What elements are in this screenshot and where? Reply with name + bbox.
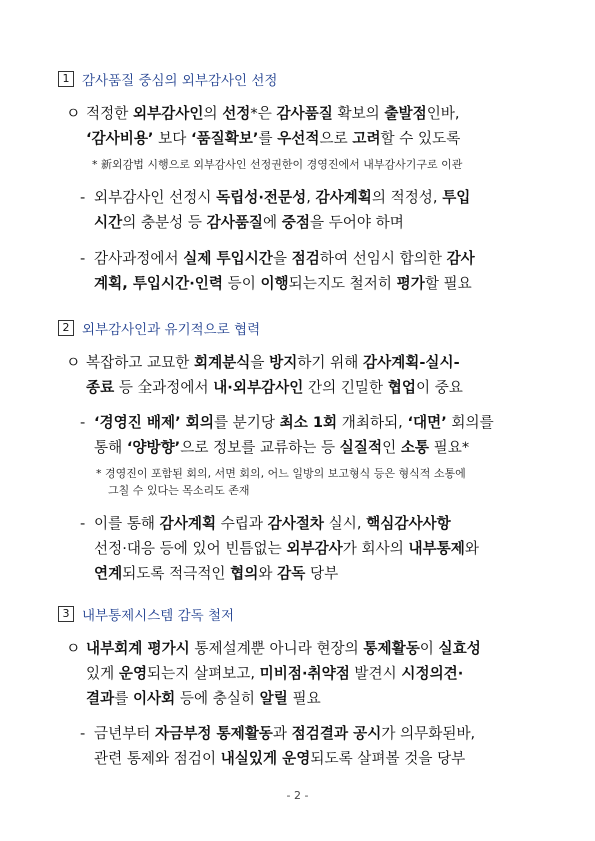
text-run-bold: 평가 — [396, 275, 425, 292]
text-run: 당부 — [305, 565, 339, 582]
text-run-bold: 외부감사인 — [132, 105, 204, 122]
dash-bullet: - — [80, 515, 86, 532]
text-run-bold: ‘감사비용’ — [86, 130, 154, 147]
circle-bullet: ㅇ — [66, 639, 81, 657]
page-number: - 2 - — [286, 789, 309, 802]
section-3-dash-1 — [80, 721, 475, 771]
text-run-bold: 내부통제 — [408, 540, 465, 557]
text-run-bold: 감독 — [277, 565, 306, 582]
text-line — [86, 636, 481, 661]
text-run-bold: 외부감사 — [286, 540, 343, 557]
section-1-point — [66, 101, 460, 151]
text-run-bold: 계획, 투입시간·인력 — [94, 275, 223, 292]
text-run: 수립과 — [216, 515, 268, 532]
text-run: 인 — [382, 439, 401, 456]
text-run-bold: 종료 — [86, 379, 115, 396]
text-run: 등 全과정에서 — [114, 379, 214, 396]
text-run-bold: ‘대면’ — [407, 414, 447, 431]
text-run-bold: 이행 — [260, 275, 289, 292]
text-line — [94, 536, 479, 561]
dash-bullet: - — [80, 725, 86, 742]
circle-bullet: ㅇ — [66, 353, 81, 371]
text-run: 실시, — [324, 515, 367, 532]
text-line — [86, 661, 481, 686]
text-line — [94, 185, 470, 210]
text-run-bold: 실효성 — [438, 640, 481, 657]
text-run: 복잡하고 교묘한 — [86, 354, 194, 371]
section-2-point — [66, 350, 463, 400]
section-2-heading — [58, 318, 260, 338]
text-run-bold: 내실있게 운영 — [220, 750, 311, 767]
section-3-heading — [58, 604, 234, 624]
text-run: 할 수 있도록 — [380, 130, 461, 147]
text-run: 있게 — [86, 665, 119, 682]
text-run: 인바, — [426, 105, 460, 122]
text-run: 등에 충실히 — [175, 690, 260, 707]
text-line — [94, 511, 479, 536]
text-run: 필요 — [287, 690, 321, 707]
text-run: 외부감사인 선정시 — [94, 189, 217, 206]
text-run-bold: 중점 — [281, 214, 310, 231]
text-run: 금년부터 — [94, 725, 156, 742]
text-run: 의 충분성 등 — [122, 214, 207, 231]
text-run-bold: 고려 — [352, 130, 381, 147]
text-run: 으로 — [319, 130, 353, 147]
text-run-bold: 미비점·취약점 — [259, 665, 350, 682]
section-3-point — [66, 636, 481, 711]
text-run: 되는지 살펴보고, — [147, 665, 260, 682]
section-number-box: 2 — [58, 320, 74, 336]
text-run: 을 두어야 하며 — [309, 214, 404, 231]
text-run: 관련 통제와 점검이 — [94, 750, 221, 767]
text-run: 와 — [464, 540, 479, 557]
text-run-bold: 회계분식 — [193, 354, 251, 371]
text-run-bold: 점검 — [291, 250, 320, 267]
text-run: 등이 — [222, 275, 261, 292]
text-run-bold: 협의 — [230, 565, 259, 582]
text-run: 과 — [272, 725, 292, 742]
text-line — [86, 126, 460, 151]
dash-bullet: - — [80, 189, 86, 206]
text-line — [94, 271, 475, 296]
dash-bullet: - — [80, 250, 86, 267]
section-1-dash-2 — [80, 246, 475, 296]
text-line — [86, 375, 463, 400]
text-run: 되도록 적극적인 — [122, 565, 231, 582]
text-run-bold: 내·외부감사인 — [213, 379, 304, 396]
text-run: 보다 — [153, 130, 191, 147]
text-run: 간의 긴밀한 — [303, 379, 388, 396]
text-line — [94, 246, 475, 271]
text-run-bold: 실질적 — [339, 439, 383, 456]
text-run: 감사과정에서 — [94, 250, 184, 267]
text-run-bold: ‘품질확보’ — [190, 130, 259, 147]
text-run: 할 필요 — [424, 275, 472, 292]
text-run-bold: 투입 — [442, 189, 471, 206]
text-run: 와 — [258, 565, 278, 582]
text-run: 를 — [114, 690, 133, 707]
section-number-box: 3 — [58, 606, 74, 622]
text-run: 필요* — [429, 439, 470, 456]
section-2-dash-1 — [80, 410, 494, 460]
footnote-continued: 그칠 수 있다는 목소리도 존재 — [108, 484, 250, 497]
section-title: 감사품질 중심의 외부감사인 선정 — [82, 73, 278, 89]
text-line — [86, 101, 460, 126]
text-run: 이 — [419, 640, 439, 657]
text-run: 통제설계뿐 아니라 현장의 — [189, 640, 364, 657]
text-line — [94, 561, 479, 586]
text-run: 으로 정보를 교류하는 등 — [180, 439, 340, 456]
text-run-bold: 점검결과 공시 — [291, 725, 382, 742]
text-run: 의 적정성, — [371, 189, 443, 206]
footnote: * 경영진이 포함된 회의, 서면 회의, 어느 일방의 보고형식 등은 형식적 소통에 — [96, 467, 466, 480]
dash-bullet: - — [80, 414, 86, 431]
text-run-bold: 통제활동 — [363, 640, 420, 657]
text-line — [86, 686, 481, 711]
text-run: 이 중요 — [415, 379, 463, 396]
text-run-bold: 출발점 — [384, 105, 427, 122]
text-run-bold: 독립성·전문성 — [216, 189, 307, 206]
text-run-bold: 우선적 — [277, 130, 320, 147]
text-run-bold: 연계 — [94, 565, 123, 582]
text-run-bold: 감사계획 — [315, 189, 372, 206]
text-run-bold: ‘양방향’ — [126, 439, 181, 456]
text-run: 되도록 살펴볼 것을 당부 — [310, 750, 466, 767]
text-run: 하기 위해 — [297, 354, 363, 371]
text-run: 통해 — [94, 439, 127, 456]
text-run-bold: 감사계획-실시- — [362, 354, 460, 371]
text-run: , — [306, 189, 316, 206]
text-run: 의 — [203, 105, 223, 122]
text-line — [94, 435, 494, 460]
text-run-bold: 자금부정 통제활동 — [155, 725, 273, 742]
section-2-dash-2 — [80, 511, 479, 586]
text-run: 가 의무화된바, — [381, 725, 476, 742]
section-1-heading — [58, 69, 277, 89]
text-run: 가 회사의 — [342, 540, 409, 557]
text-run: 를 — [258, 130, 278, 147]
text-run-bold: 운영 — [118, 665, 148, 682]
text-run: 을 — [250, 354, 270, 371]
text-run: 에 — [263, 214, 282, 231]
footnote: * 新외감법 시행으로 외부감사인 선정권한이 경영진에서 내부감사기구로 이관 — [92, 158, 463, 171]
text-run-bold: 알릴 — [259, 690, 288, 707]
text-run: 을 — [272, 250, 292, 267]
text-run: 개최하되, — [337, 414, 408, 431]
text-line — [94, 721, 475, 746]
circle-bullet: ㅇ — [66, 104, 81, 122]
text-run: 를 분기당 — [213, 414, 280, 431]
text-run-bold: 시정의견· — [401, 665, 464, 682]
text-run-bold: 핵심감사사항 — [366, 515, 451, 532]
text-run-bold: 이사회 — [132, 690, 176, 707]
text-run: 확보의 — [332, 105, 385, 122]
text-run: 하여 선임시 합의한 — [319, 250, 447, 267]
text-run: 선정·대응 등에 있어 빈틈없는 — [94, 540, 287, 557]
text-run-bold: 소통 — [400, 439, 430, 456]
text-run: 이를 통해 — [94, 515, 160, 532]
text-line — [86, 350, 463, 375]
text-run-bold: 선정 — [222, 105, 251, 122]
text-line — [94, 210, 470, 235]
text-run-bold: 협업 — [387, 379, 416, 396]
text-run: 적정한 — [86, 105, 133, 122]
text-run-bold: 최소 1회 — [279, 414, 338, 431]
text-line — [94, 410, 494, 435]
text-run-bold: 결과 — [86, 690, 115, 707]
text-run: *은 — [250, 105, 277, 122]
text-run-bold: 실제 투입시간 — [183, 250, 273, 267]
text-run-bold: 감사품질 — [276, 105, 333, 122]
text-line — [94, 746, 475, 771]
section-number-box: 1 — [58, 71, 74, 87]
text-run: 회의를 — [446, 414, 494, 431]
section-title: 내부통제시스템 감독 철저 — [82, 608, 235, 624]
text-run-bold: 시간 — [94, 214, 123, 231]
text-run-bold: 감사품질 — [206, 214, 263, 231]
text-run-bold: 감사계획 — [159, 515, 217, 532]
section-title: 외부감사인과 유기적으로 협력 — [82, 322, 261, 338]
text-run-bold: 감사 — [446, 250, 475, 267]
section-1-dash-1 — [80, 185, 470, 235]
text-run: 발견시 — [349, 665, 402, 682]
text-run-bold: ‘경영진 배제’ 회의 — [94, 414, 214, 431]
text-run-bold: 감사절차 — [267, 515, 325, 532]
text-run-bold: 방지 — [269, 354, 298, 371]
text-run: 되는지도 철저히 — [288, 275, 397, 292]
text-run-bold: 내부회계 평가시 — [86, 640, 190, 657]
